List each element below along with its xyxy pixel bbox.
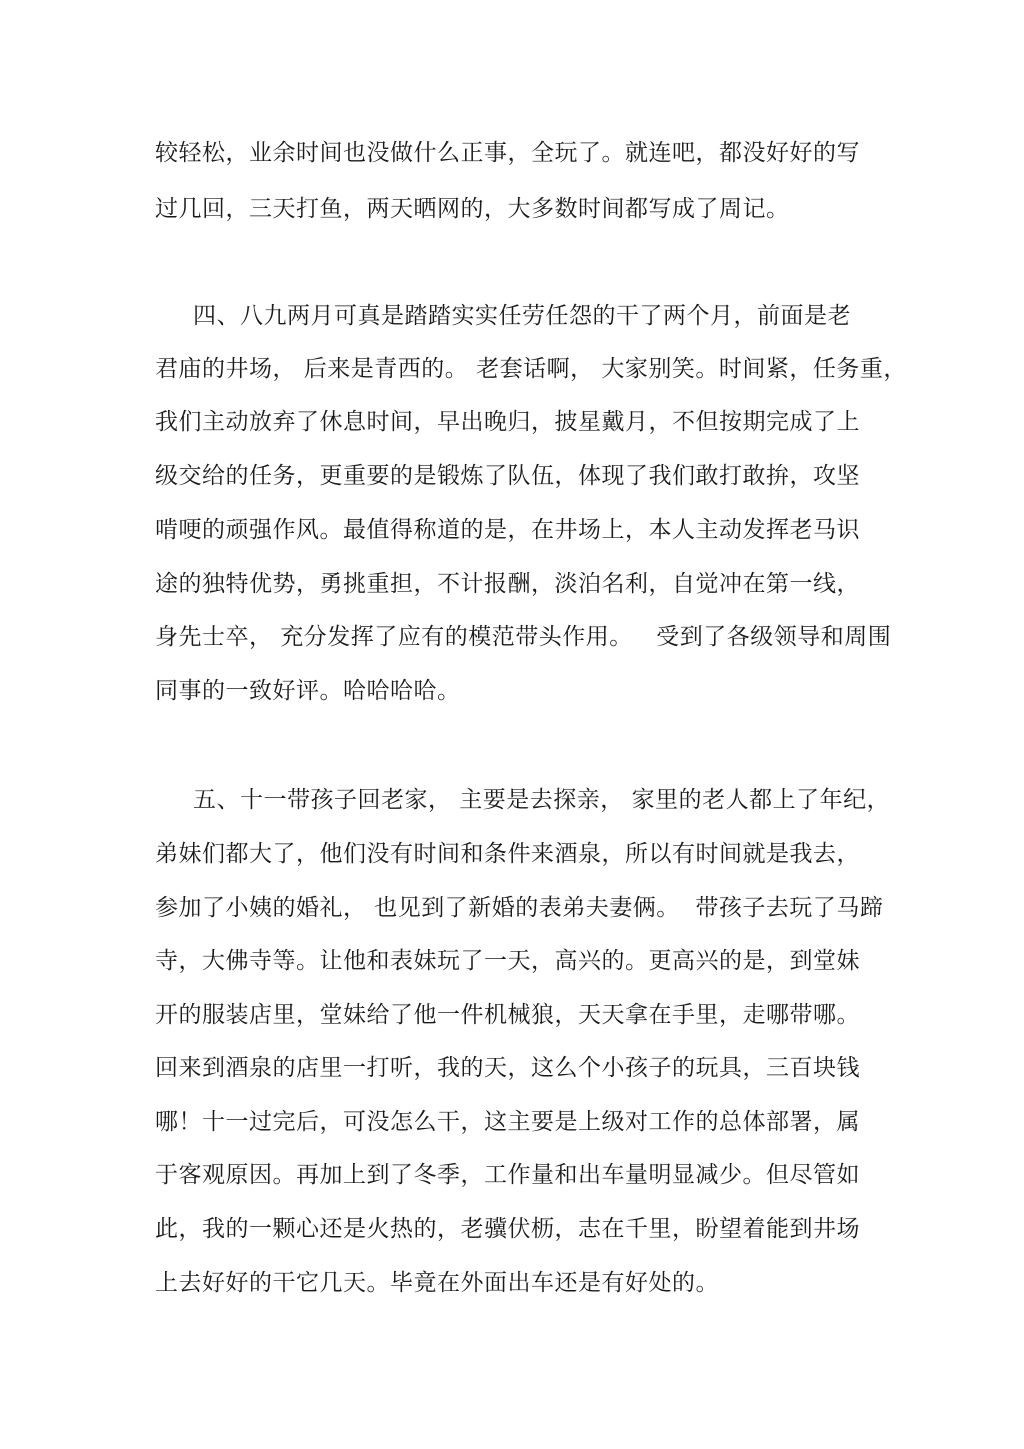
paragraph-2-line-8: 同事的一致好评。哈哈哈哈。 bbox=[155, 678, 461, 704]
paragraph-3-line-2: 弟妹们都大了，他们没有时间和条件来酒泉，所以有时间就是我去， bbox=[155, 841, 860, 867]
paragraph-3-line-8: 于客观原因。再加上到了冬季，工作量和出车量明显减少。但尽管如 bbox=[155, 1162, 860, 1188]
paragraph-2-line-7: 身先士卒， 充分发挥了应有的模范带头作用。 受到了各级领导和周围 bbox=[155, 624, 892, 650]
paragraph-3-line-10: 上去好好的干它几天。毕竟在外面出车还是有好处的。 bbox=[155, 1270, 719, 1296]
paragraph-3-line-9: 此，我的一颗心还是火热的，老骥伏枥，志在千里，盼望着能到井场 bbox=[155, 1216, 860, 1242]
paragraph-3-line-4: 寺，大佛寺等。让他和表妹玩了一天，高兴的。更高兴的是，到堂妹 bbox=[155, 948, 860, 974]
paragraph-3-line-1: 五、十一带孩子回老家， 主要是去探亲， 家里的老人都上了年纪， bbox=[193, 787, 891, 813]
paragraph-1-line-2: 过几回，三天打鱼，两天晒网的，大多数时间都写成了周记。 bbox=[155, 196, 790, 222]
paragraph-1-line-1: 较轻松，业余时间也没做什么正事，全玩了。就连吧，都没好好的写 bbox=[155, 140, 860, 166]
paragraph-2-line-6: 途的独特优势，勇挑重担，不计报酬，淡泊名利，自觉冲在第一线， bbox=[155, 571, 860, 597]
paragraph-3-line-5: 开的服装店里，堂妹给了他一件机械狼，天天拿在手里，走哪带哪。 bbox=[155, 1002, 860, 1028]
paragraph-2-line-3: 我们主动放弃了休息时间，早出晚归，披星戴月，不但按期完成了上 bbox=[155, 409, 860, 435]
paragraph-3-line-7: 哪！十一过完后，可没怎么干，这主要是上级对工作的总体部署，属 bbox=[155, 1109, 860, 1135]
paragraph-2-line-5: 啃哽的顽强作风。最值得称道的是，在井场上，本人主动发挥老马识 bbox=[155, 517, 860, 543]
paragraph-2-line-1: 四、八九两月可真是踏踏实实任劳任怨的干了两个月，前面是老 bbox=[193, 303, 851, 329]
paragraph-2-line-4: 级交给的任务，更重要的是锻炼了队伍，体现了我们敢打敢拚，攻坚 bbox=[155, 463, 860, 489]
paragraph-3-line-6: 回来到酒泉的店里一打听，我的天，这么个小孩子的玩具，三百块钱 bbox=[155, 1055, 860, 1081]
paragraph-3-line-3: 参加了小姨的婚礼， 也见到了新婚的表弟夫妻俩。 带孩子去玩了马蹄 bbox=[155, 895, 884, 921]
paragraph-2-line-2: 君庙的井场， 后来是青西的。 老套话啊， 大家别笑。时间紧，任务重， bbox=[155, 356, 907, 382]
